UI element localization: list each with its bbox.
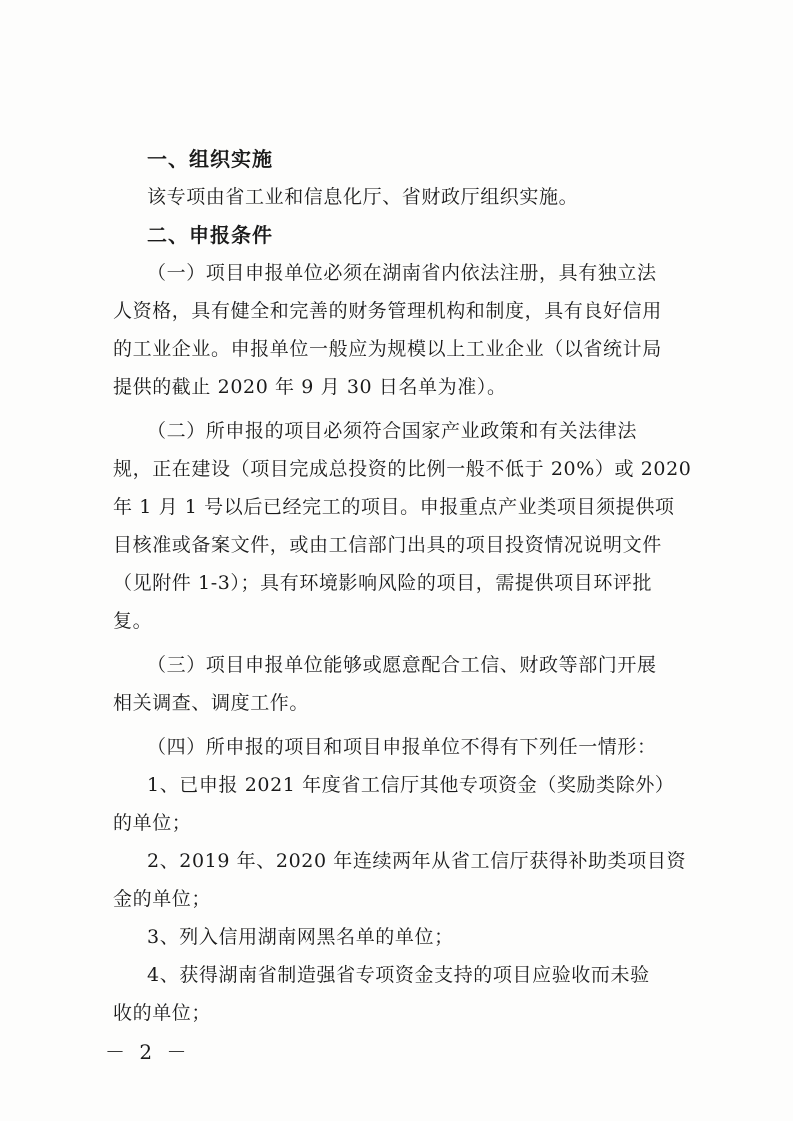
- paragraph-line: 提供的截止 2020 年 9 月 30 日名单为准）。: [113, 376, 507, 398]
- document-body: [113, 140, 713, 1032]
- paragraph-line: 人资格，具有健全和完善的财务管理机构和制度，具有良好信用: [113, 300, 662, 322]
- paragraph-line: （一）项目申报单位必须在湖南省内依法注册，具有独立法: [147, 262, 657, 284]
- list-item-line: 收的单位；: [113, 1002, 212, 1024]
- paragraph-line: 规，正在建设（项目完成总投资的比例一般不低于 20%）或 2020: [113, 458, 692, 480]
- section-heading-organization: 一、组织实施: [147, 147, 273, 171]
- paragraph-line: 相关调查、调度工作。: [113, 692, 310, 714]
- list-item-line: 4、获得湖南省制造强省专项资金支持的项目应验收而未验: [147, 964, 650, 986]
- paragraph-line: 复。: [113, 610, 153, 632]
- paragraph-line: （二）所申报的项目必须符合国家产业政策和有关法律法: [147, 420, 638, 442]
- paragraph-line: （三）项目申报单位能够或愿意配合工信、财政等部门开展: [147, 654, 657, 676]
- paragraph-line: 该专项由省工业和信息化厅、省财政厅组织实施。: [147, 186, 579, 208]
- paragraph-line: 的工业企业。申报单位一般应为规模以上工业企业（以省统计局: [113, 338, 662, 360]
- paragraph-line: （四）所申报的项目和项目申报单位不得有下列任一情形：: [147, 736, 657, 758]
- page-number: － 2 －: [105, 1040, 191, 1064]
- paragraph-line: 年 1 月 1 号以后已经完工的项目。申报重点产业类项目须提供项: [113, 496, 675, 518]
- list-item-line: 3、列入信用湖南网黑名单的单位；: [147, 926, 454, 948]
- section-heading-conditions: 二、申报条件: [147, 223, 273, 247]
- list-item-line: 的单位；: [113, 812, 192, 834]
- list-item-line: 2、2019 年、2020 年连续两年从省工信厅获得补助类项目资: [147, 850, 687, 872]
- paragraph-line: （见附件 1-3）；具有环境影响风险的项目，需提供项目环评批: [113, 572, 653, 594]
- paragraph-line: 目核准或备案文件，或由工信部门出具的项目投资情况说明文件: [113, 534, 662, 556]
- list-item-line: 金的单位；: [113, 888, 212, 910]
- list-item-line: 1、已申报 2021 年度省工信厅其他专项资金（奖励类除外）: [147, 774, 675, 796]
